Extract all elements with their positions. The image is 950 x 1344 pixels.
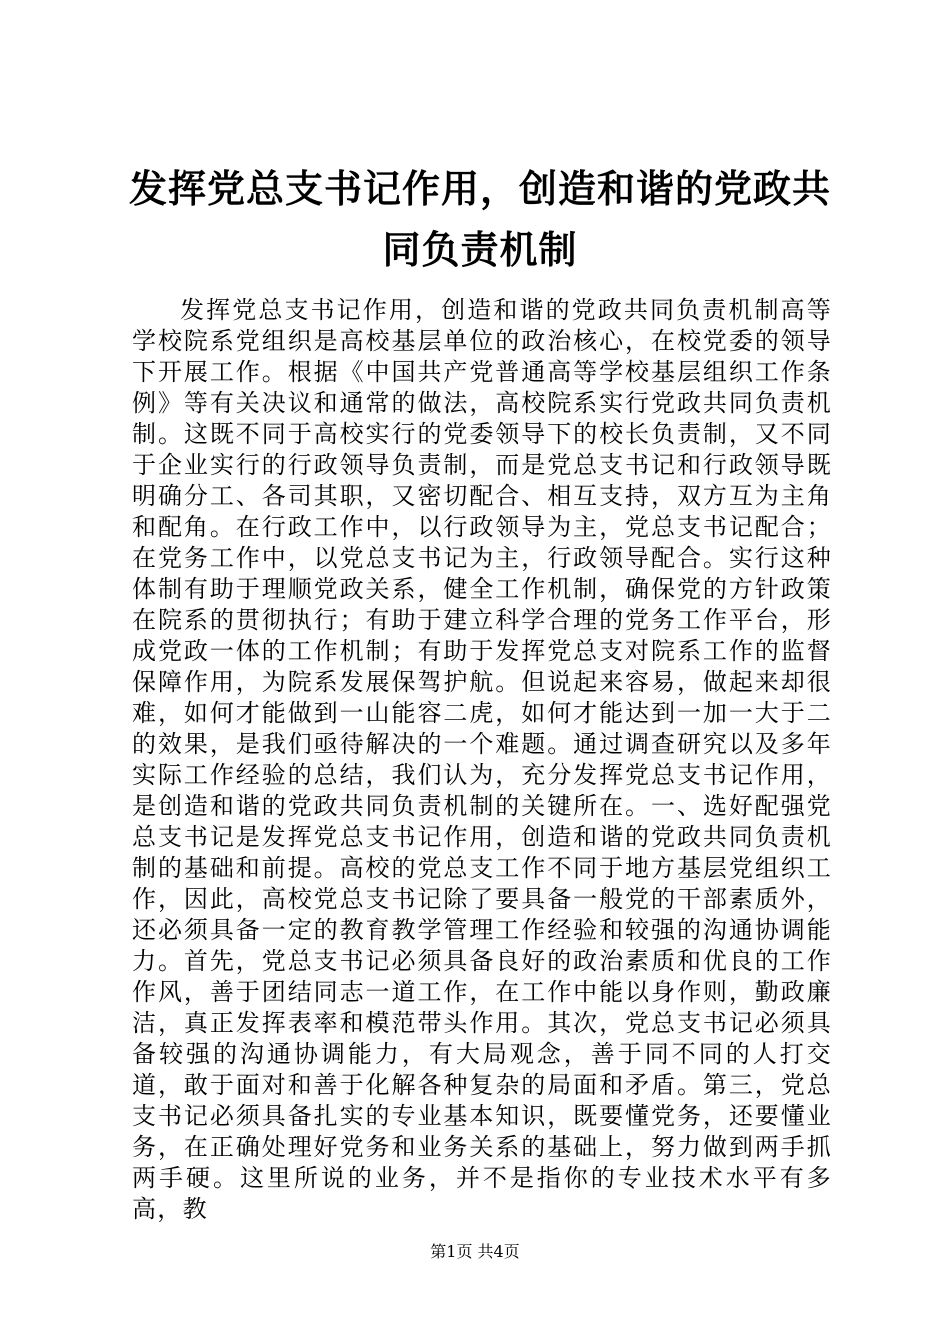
document-title: 发挥党总支书记作用，创造和谐的党政共同负责机制: [128, 166, 831, 272]
page-footer: 第1页 共4页: [430, 1242, 520, 1261]
document-body: 发挥党总支书记作用，创造和谐的党政共同负责机制高等学校院系党组织是高校基层单位的政治核心，在校党委的领导下开展工作。根据《中国共产党普通高等学校基层组织工作条例》等有关决议和通常的做法，高校院系实行党政共同负责机制。这既不同于高校实行的党委领导下的校长负责制，又不同于企业实行的行政领导负责制，而是党总支书记和行政领导既明确分工、各司其职，又密切配合、相互支持，双方互为主角和配角。在行政工作中，以行政领导为主，党总支书记配合；在党务工作中，以党总支书记为主，行政领导配合。实行这种体制有助于理顺党政关系，健全工作机制，确保党的方针政策在院系的贯彻执行；有助于建立科学合理的党务工作平台，形成党政一体的工作机制；有助于发挥党总支对院系工作的监督保障作用，为院系发展保驾护航。但说起来容易，做起来却很难，如何才能做到一山能容二虎，如何才能达到一加一大于二的效果，是我们亟待解决的一个难题。通过调查研究以及多年实际工作经验的总结，我们认为，充分发挥党总支书记作用，是创造和谐的党政共同负责机制的关键所在。一、选好配强党总支书记是发挥党总支书记作用，创造和谐的党政共同负责机制的基础和前提。高校的党总支工作不同于地方基层党组织工作，因此，高校党总支书记除了要具备一般党的干部素质外，还必须具备一定的教育教学管理工作经验和较强的沟通协调能力。首先，党总支书记必须具备良好的政治素质和优良的工作作风，善于团结同志一道工作，在工作中能以身作则，勤政廉洁，真正发挥表率和模范带头作用。其次，党总支书记必须具备较强的沟通协调能力，有大局观念，善于同不同的人打交道，敢于面对和善于化解各种复杂的局面和矛盾。第三，党总支书记必须具备扎实的专业基本知识，既要懂党务，还要懂业务，在正确处理好党务和业务关系的基础上，努力做到两手抓两手硬。这里所说的业务，并不是指你的专业技术水平有多高，教: [132, 296, 832, 1223]
